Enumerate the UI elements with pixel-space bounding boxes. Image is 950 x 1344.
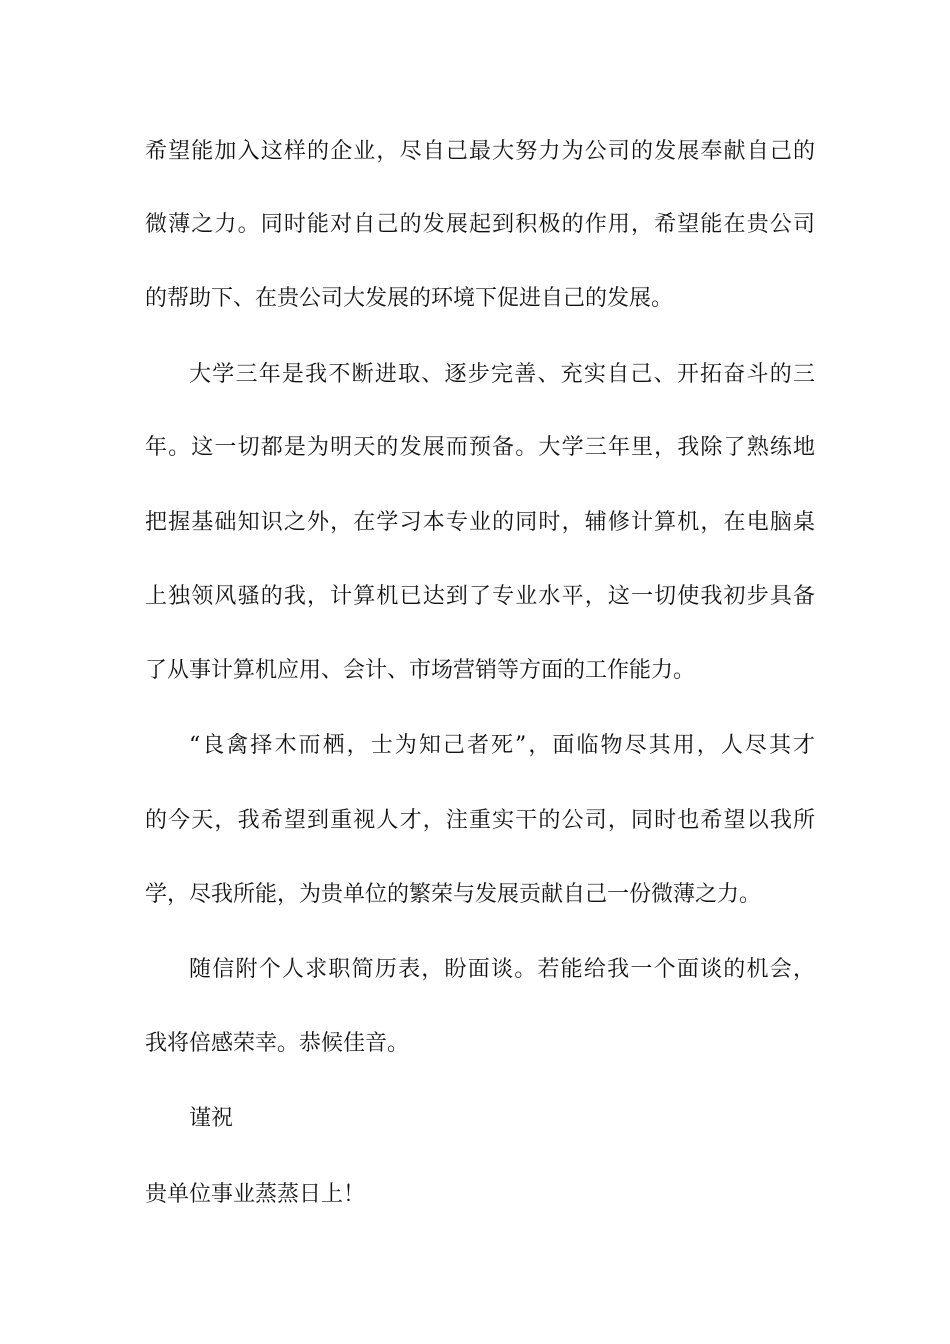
paragraph-1-line-2: 微薄之力。同时能对自己的发展起到积极的作用，希望能在贵公司 <box>145 212 815 237</box>
paragraph-1-line-1: 希望能加入这样的企业，尽自己最大努力为公司的发展奉献自己的 <box>145 139 815 164</box>
paragraph-1-line-3: 的帮助下、在贵公司大发展的环境下促进自己的发展。 <box>145 286 674 311</box>
paragraph-3-line-2: 的今天，我希望到重视人才，注重实干的公司，同时也希望以我所 <box>145 808 815 833</box>
paragraph-4-line-1: 随信附个人求职简历表，盼面谈。若能给我一个面谈的机会， <box>189 957 815 982</box>
paragraph-2-line-3: 把握基础知识之外，在学习本专业的同时，辅修计算机，在电脑桌 <box>145 510 815 535</box>
paragraph-2-line-1: 大学三年是我不断进取、逐步完善、充实自己、开拓奋斗的三 <box>189 362 815 387</box>
paragraph-2-line-5: 了从事计算机应用、会计、市场营销等方面的工作能力。 <box>145 658 696 683</box>
closing-wish: 贵单位事业蒸蒸日上！ <box>145 1182 366 1207</box>
paragraph-2-line-2: 年。这一切都是为明天的发展而预备。大学三年里，我除了熟练地 <box>145 435 815 460</box>
paragraph-3-line-1: “良禽择木而栖，士为知己者死”，面临物尽其用，人尽其才 <box>189 733 815 758</box>
paragraph-2-line-4: 上独领风骚的我，计算机已达到了专业水平，这一切使我初步具备 <box>145 584 815 609</box>
paragraph-4-line-2: 我将倍感荣幸。恭候佳音。 <box>145 1031 410 1056</box>
paragraph-3-line-3: 学，尽我所能，为贵单位的繁荣与发展贡献自己一份微薄之力。 <box>145 882 762 907</box>
closing-salutation: 谨祝 <box>189 1106 234 1131</box>
